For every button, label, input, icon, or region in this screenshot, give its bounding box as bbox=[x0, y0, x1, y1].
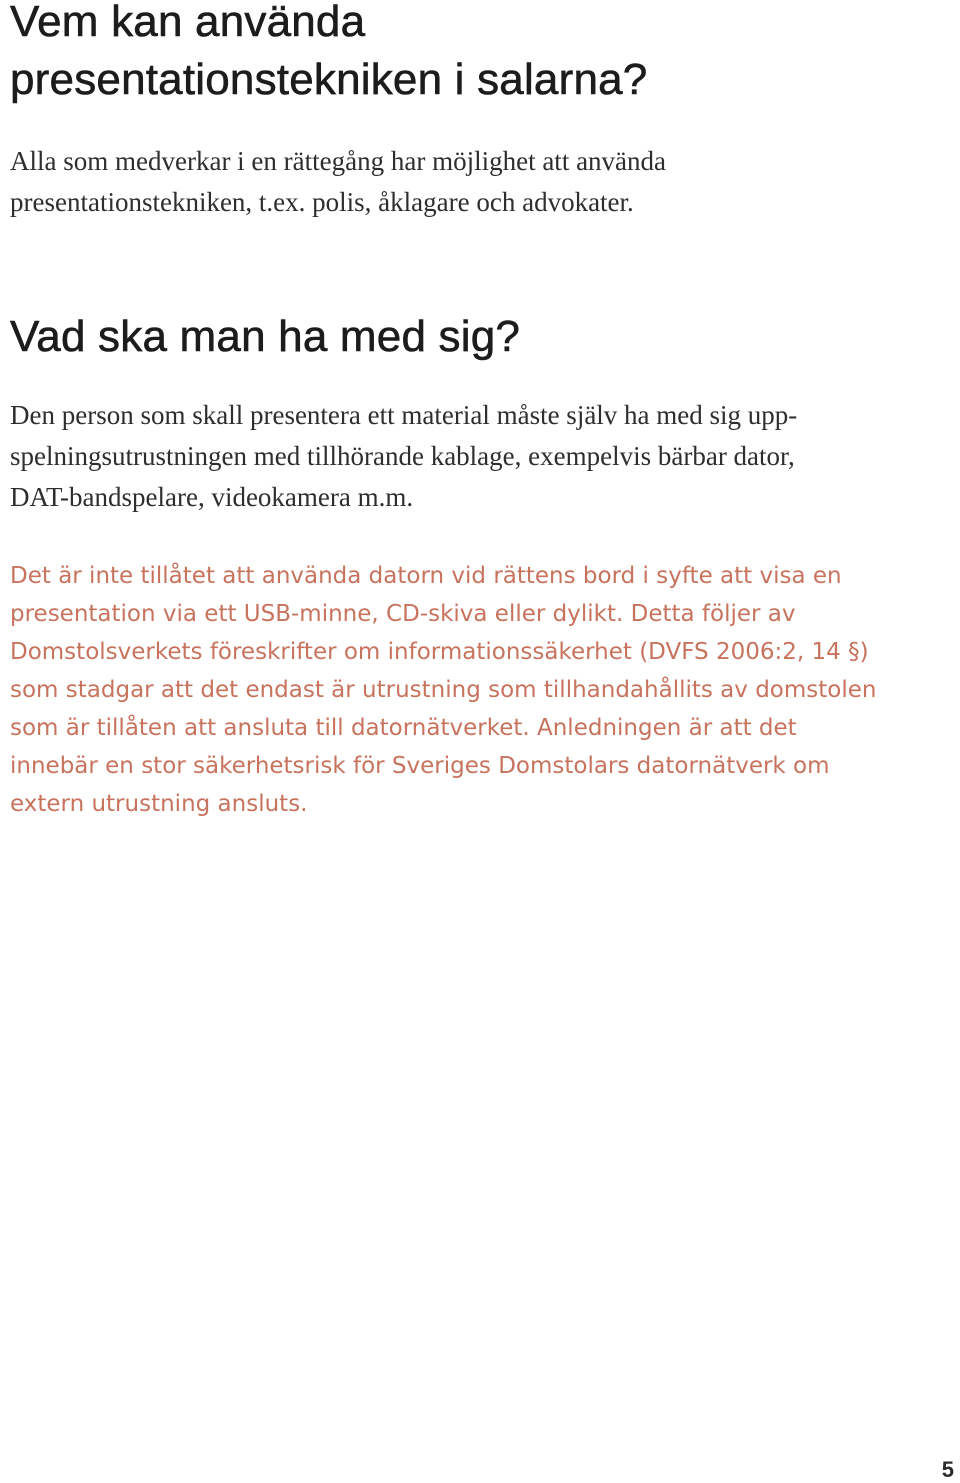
section-heading-what-to-bring: Vad ska man ha med sig? bbox=[10, 312, 521, 361]
notice-line: Domstolsverkets föreskrifter om informationssäkerhet (DVFS 2006:2, 14 §) bbox=[10, 639, 869, 665]
paragraph-what-to-bring bbox=[10, 395, 940, 518]
notice-line: presentation via ett USB-minne, CD-skiva eller dylikt. Detta följer av bbox=[10, 601, 796, 627]
paragraph-line: spelningsutrustningen med tillhörande kablage, exempelvis bärbar dator, bbox=[10, 441, 795, 471]
notice-line: innebär en stor säkerhetsrisk för Sveriges Domstolars datornätverk om bbox=[10, 753, 830, 779]
notice-line: som är tillåten att ansluta till datornätverket. Anledningen är att det bbox=[10, 715, 797, 741]
heading-line: Vem kan använda bbox=[10, 0, 366, 46]
notice-line: Det är inte tillåtet att använda datorn vid rättens bord i syfte att visa en bbox=[10, 563, 842, 589]
paragraph-line: Alla som medverkar i en rättegång har möjlighet att använda bbox=[10, 146, 667, 176]
highlight-notice-paragraph bbox=[10, 557, 930, 823]
notice-line: som stadgar att det endast är utrustning som tillhandahållits av domstolen bbox=[10, 677, 877, 703]
paragraph-who-can-use bbox=[10, 141, 910, 223]
paragraph-line: DAT-bandspelare, videokamera m.m. bbox=[10, 482, 414, 512]
heading-line: presentationstekniken i salarna? bbox=[10, 55, 648, 104]
notice-line: extern utrustning ansluts. bbox=[10, 791, 308, 817]
paragraph-line: presentationstekniken, t.ex. polis, åklagare och advokater. bbox=[10, 187, 634, 217]
paragraph-line: Den person som skall presentera ett material måste själv ha med sig upp- bbox=[10, 400, 798, 430]
page-number: 5 bbox=[941, 1457, 954, 1482]
section-heading-who-can-use bbox=[10, 0, 910, 109]
